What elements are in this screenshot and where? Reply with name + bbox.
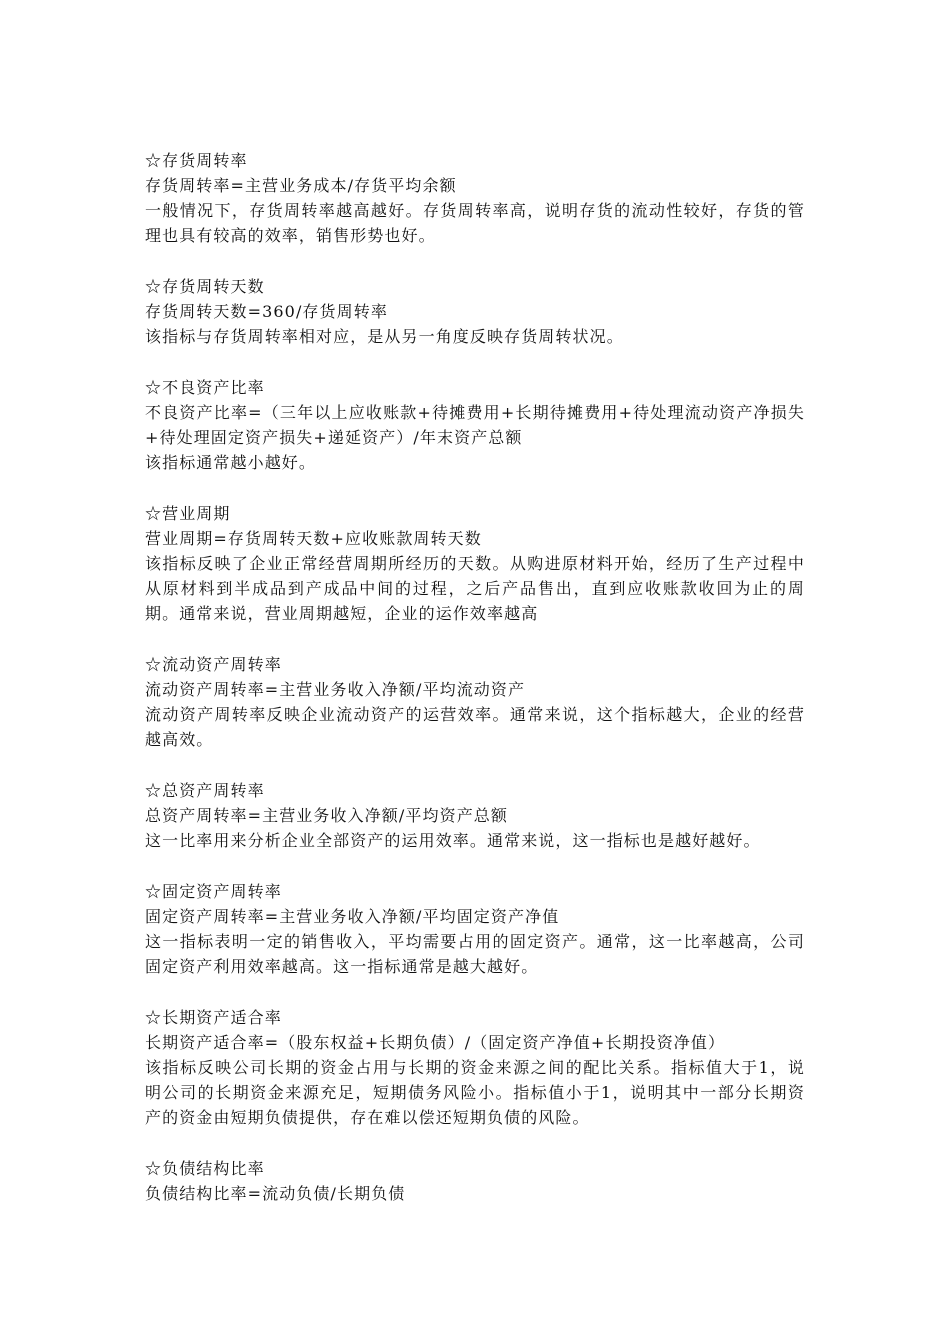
- section-description: 这一指标表明一定的销售收入，平均需要占用的固定资产。通常，这一比率越高，公司固定资产利用效率越高。这一指标通常是越大越好。: [145, 932, 805, 976]
- section-operating-cycle: [145, 501, 805, 626]
- section-fixed-asset-turnover: [145, 879, 805, 979]
- section-formula: 固定资产周转率=主营业务收入净额/平均固定资产净值: [145, 907, 560, 926]
- section-description: 流动资产周转率反映企业流动资产的运营效率。通常来说，这个指标越大，企业的经营越高效。: [145, 705, 805, 749]
- section-formula: 流动资产周转率=主营业务收入净额/平均流动资产: [145, 680, 526, 699]
- section-formula: 长期资产适合率=（股东权益+长期负债）/（固定资产净值+长期投资净值）: [145, 1033, 726, 1052]
- section-description: 这一比率用来分析企业全部资产的运用效率。通常来说，这一指标也是越好越好。: [145, 831, 761, 850]
- section-description: 该指标反映公司长期的资金占用与长期的资金来源之间的配比关系。指标值大于1，说明公司的长期资金来源充足，短期债务风险小。指标值小于1，说明其中一部分长期资产的资金由短期负债提供，存在难以偿还短期负债的风险。: [145, 1058, 805, 1127]
- section-inventory-turnover: [145, 148, 805, 248]
- section-formula: 总资产周转率=主营业务收入净额/平均资产总额: [145, 806, 508, 825]
- section-description: 一般情况下，存货周转率越高越好。存货周转率高，说明存货的流动性较好，存货的管理也具有较高的效率，销售形势也好。: [145, 201, 805, 245]
- section-description: 该指标通常越小越好。: [145, 453, 317, 472]
- section-long-term-asset-fit-ratio: [145, 1005, 805, 1130]
- section-current-asset-turnover: [145, 652, 805, 752]
- section-formula: 存货周转天数=360/存货周转率: [145, 302, 388, 321]
- section-debt-structure-ratio: [145, 1156, 805, 1206]
- section-formula: 不良资产比率=（三年以上应收账款+待摊费用+长期待摊费用+待处理流动资产净损失+待处理固定资产损失+递延资产）/年末资产总额: [145, 403, 805, 447]
- section-heading: ☆不良资产比率: [145, 378, 265, 397]
- section-heading: ☆流动资产周转率: [145, 655, 282, 674]
- section-total-asset-turnover: [145, 778, 805, 853]
- section-heading: ☆长期资产适合率: [145, 1008, 282, 1027]
- section-heading: ☆总资产周转率: [145, 781, 265, 800]
- section-inventory-turnover-days: [145, 274, 805, 349]
- section-formula: 存货周转率=主营业务成本/存货平均余额: [145, 176, 457, 195]
- section-formula: 营业周期=存货周转天数+应收账款周转天数: [145, 529, 482, 548]
- document-page: [145, 148, 805, 1232]
- section-bad-asset-ratio: [145, 375, 805, 475]
- section-heading: ☆存货周转天数: [145, 277, 265, 296]
- section-heading: ☆固定资产周转率: [145, 882, 282, 901]
- section-heading: ☆存货周转率: [145, 151, 248, 170]
- section-heading: ☆负债结构比率: [145, 1159, 265, 1178]
- section-heading: ☆营业周期: [145, 504, 231, 523]
- section-description: 该指标反映了企业正常经营周期所经历的天数。从购进原材料开始，经历了生产过程中从原材料到半成品到产成品中间的过程，之后产品售出，直到应收账款收回为止的周期。通常来说，营业周期越短，企业的运作效率越高: [145, 554, 805, 623]
- section-description: 该指标与存货周转率相对应，是从另一角度反映存货周转状况。: [145, 327, 624, 346]
- section-formula: 负债结构比率=流动负债/长期负债: [145, 1184, 406, 1203]
